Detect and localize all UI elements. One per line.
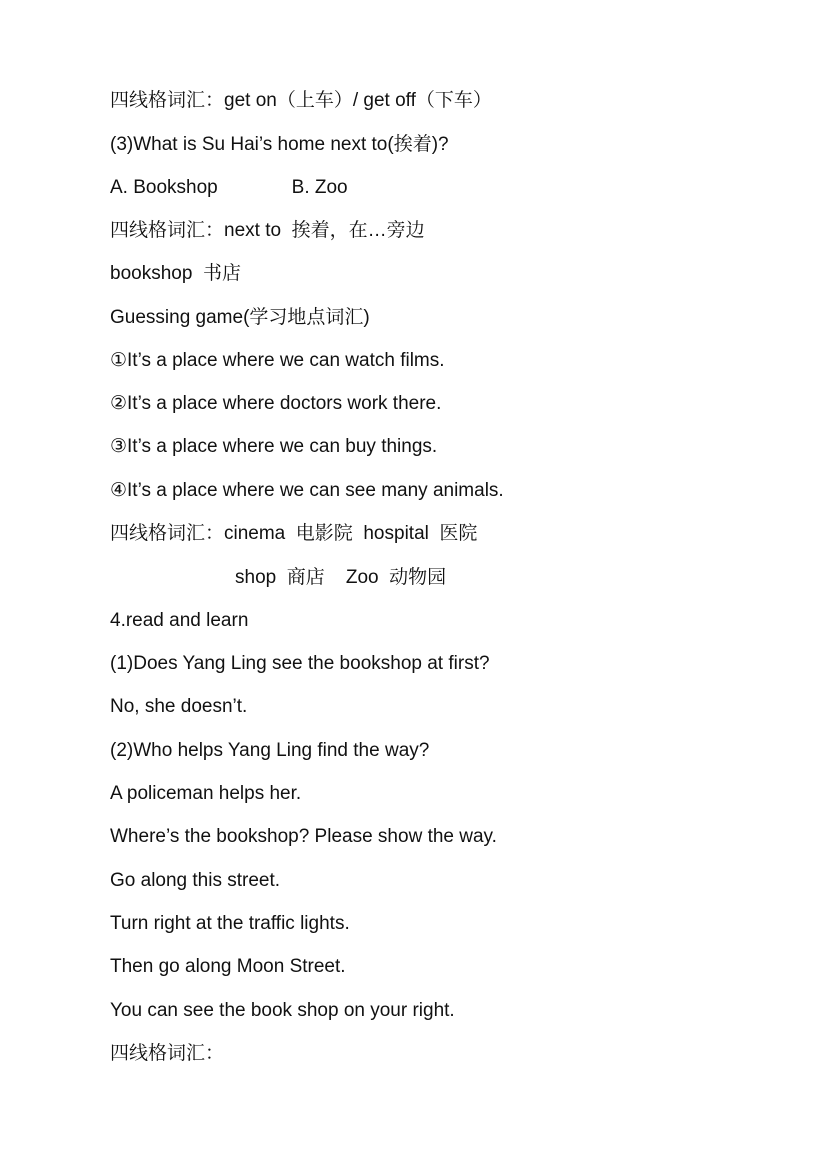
dialogue-line-4: Then go along Moon Street.: [110, 956, 346, 977]
question-1: (1)Does Yang Ling see the bookshop at first?: [110, 653, 490, 674]
dialogue-line-2: Go along this street.: [110, 870, 281, 891]
dialogue-line-1: Where’s the bookshop? Please show the way.: [110, 826, 497, 847]
dialogue-line-3: Turn right at the traffic lights.: [110, 913, 350, 934]
vocab-line-places-2: shop 商店 Zoo 动物园: [235, 567, 447, 588]
guess-item-1: ①It’s a place where we can watch films.: [110, 350, 445, 371]
vocab-line-next-to: 四线格词汇：next to 挨着，在…旁边: [110, 220, 425, 241]
guess-item-2: ②It’s a place where doctors work there.: [110, 393, 442, 414]
vocab-bookshop: bookshop 书店: [110, 263, 241, 284]
question-3: (3)What is Su Hai’s home next to(挨着)?: [110, 134, 449, 155]
question-2: (2)Who helps Yang Ling find the way?: [110, 740, 430, 761]
vocab-line-final: 四线格词汇：: [110, 1043, 225, 1064]
guess-item-4: ④It’s a place where we can see many animals.: [110, 480, 504, 501]
vocab-line-get-on: 四线格词汇：get on（上车）/ get off（下车）: [110, 90, 492, 111]
answer-1: No, she doesn’t.: [110, 696, 248, 717]
guess-item-3: ③It’s a place where we can buy things.: [110, 436, 438, 457]
guessing-game-heading: Guessing game(学习地点词汇): [110, 307, 370, 328]
answer-2: A policeman helps her.: [110, 783, 302, 804]
answer-options: A. Bookshop B. Zoo: [110, 177, 348, 198]
dialogue-line-5: You can see the book shop on your right.: [110, 1000, 455, 1021]
vocab-line-places-1: 四线格词汇：cinema 电影院 hospital 医院: [110, 523, 478, 544]
section-read-and-learn: 4.read and learn: [110, 610, 249, 631]
